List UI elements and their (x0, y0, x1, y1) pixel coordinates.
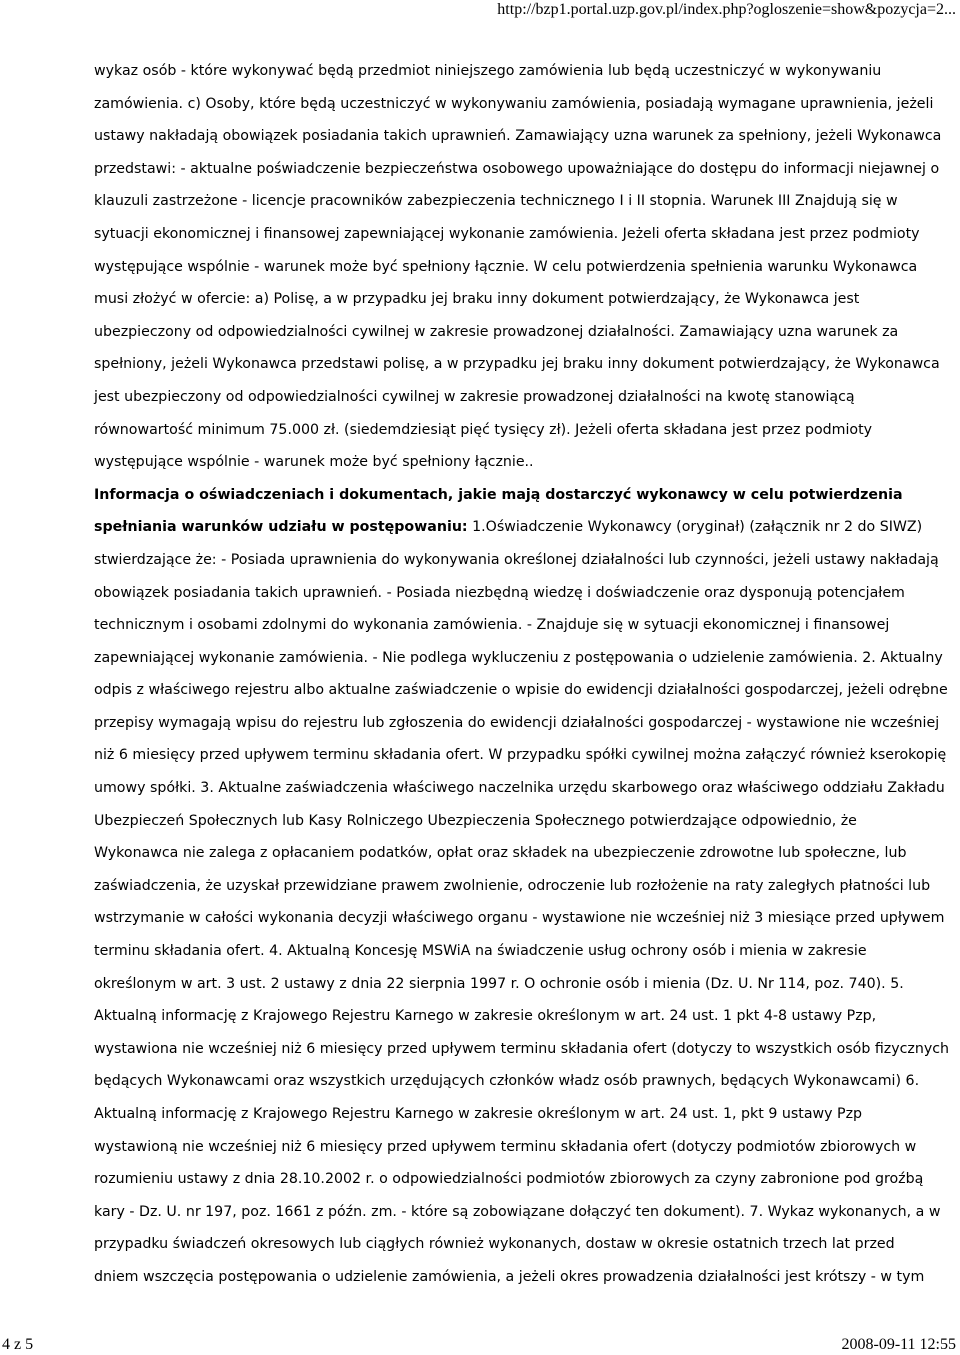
body-line: ustawy nakładają obowiązek posiadania takich uprawnień. Zamawiający uzna warunek za spełniony, jeżeli Wykonawca (94, 128, 942, 145)
page-number: 4 z 5 (2, 1336, 34, 1353)
body-line: przepisy wymagają wpisu do rejestru lub zgłoszenia do ewidencji działalności gospodarczej - wystawione nie wcześniej (94, 714, 940, 731)
section-heading-line (94, 479, 946, 512)
body-line: Ubezpieczeń Społecznych lub Kasy Rolniczego Ubezpieczenia Społecznego potwierdzające odpowiednio, że (94, 812, 857, 829)
body-text: 1.Oświadczenie Wykonawcy (oryginał) (załącznik nr 2 do SIWZ) (467, 519, 923, 536)
body-line: będących Wykonawcami oraz wszystkich urzędujących członków władz osób prawnych, będących Wykonawcami) 6. (94, 1073, 920, 1090)
body-line: umowy spółki. 3. Aktualne zaświadczenia właściwego naczelnika urzędu skarbowego oraz właściwego oddziału Zakładu (94, 780, 945, 797)
body-line: równowartość minimum 75.000 zł. (siedemdziesiąt pięć tysięcy zł). Jeżeli oferta składana jest przez podmioty (94, 421, 873, 438)
body-line: niż 6 miesięcy przed upływem terminu składania ofert. W przypadku spółki cywilnej można załączyć również kserokopię (94, 747, 947, 764)
body-line: wystawiona nie wcześniej niż 6 miesięcy przed upływem terminu składania ofert (dotyczy to wszystkich osób fizycznych (94, 1040, 950, 1057)
body-line: spełniony, jeżeli Wykonawca przedstawi polisę, a w przypadku jej braku inny dokument potwierdzający, że Wykonawca (94, 356, 940, 373)
body-line: przypadku świadczeń okresowych lub ciągłych również wykonanych, dostaw w okresie ostatnich trzech lat przed (94, 1236, 895, 1253)
section-heading-line (94, 511, 946, 544)
body-line: zaświadczenia, że uzyskał przewidziane prawem zwolnienie, odroczenie lub rozłożenie na raty zaległych płatności lub (94, 877, 931, 894)
body-line: kary - Dz. U. nr 197, poz. 1661 z późn. zm. - które są zobowiązane dołączyć ten dokument). 7. Wykaz wykonanych, a w (94, 1203, 941, 1220)
body-line: jest ubezpieczony od odpowiedzialności cywilnej w zakresie prowadzonej działalności na kwotę stanowiącą (94, 388, 855, 405)
body-line: Wykonawca nie zalega z opłacaniem podatków, opłat oraz składek na ubezpieczenie zdrowotne lub społeczne, lub (94, 845, 907, 862)
body-line: stwierdzające że: - Posiada uprawnienia do wykonywania określonej działalności lub czynności, jeżeli ustawy nakładają (94, 551, 939, 568)
body-line: przedstawi: - aktualne poświadczenie bezpieczeństwa osobowego upoważniające do dostępu do informacji niejawnej o (94, 160, 940, 177)
body-line: technicznym i osobami zdolnymi do wykonania zamówienia. - Znajduje się w sytuacji ekonomicznej i finansowej (94, 617, 890, 634)
body-line: klauzuli zastrzeżone - licencje pracowników zabezpieczenia technicznego I i II stopnia. Warunek III Znajdują się w (94, 193, 898, 210)
section-heading: Informacja o oświadczeniach i dokumentach, jakie mają dostarczyć wykonawcy w celu potwierdzenia (94, 486, 903, 503)
body-line: występujące wspólnie - warunek może być spełniony łącznie.. (94, 454, 534, 471)
body-line: wykaz osób - które wykonywać będą przedmiot niniejszego zamówienia lub będą uczestniczyć w wykonywaniu (94, 63, 882, 79)
body-line: określonym w art. 3 ust. 2 ustawy z dnia 22 sierpnia 1997 r. O ochronie osób i mienia (Dz. U. Nr 114, poz. 740). 5. (94, 975, 904, 992)
body-line: sytuacji ekonomicznej i finansowej zapewniającej wykonanie zamówienia. Jeżeli oferta składana jest przez podmioty (94, 225, 920, 242)
body-line: dniem wszczęcia postępowania o udzielenie zamówienia, a jeżeli okres prowadzenia działalności jest krótszy - w tym (94, 1268, 925, 1285)
body-line: wystawioną nie wcześniej niż 6 miesięcy przed upływem terminu składania ofert (dotyczy podmiotów zbiorowych w (94, 1138, 917, 1155)
body-line: zapewniającej wykonanie zamówienia. - Nie podlega wykluczeniu z postępowania o udzielenie zamówienia. 2. Aktualny (94, 649, 943, 666)
body-line: zamówienia. c) Osoby, które będą uczestniczyć w wykonywaniu zamówienia, posiadają wymagane uprawnienia, jeżeli (94, 95, 934, 112)
body-line: Aktualną informację z Krajowego Rejestru Karnego w zakresie określonym w art. 24 ust. 1, pkt 9 ustawy Pzp (94, 1106, 863, 1122)
body-line: terminu składania ofert. 4. Aktualną Koncesję MSWiA na świadczenie usług ochrony osób i mienia w zakresie (94, 943, 867, 960)
body-line: występujące wspólnie - warunek może być spełniony łącznie. W celu potwierdzenia spełnienia warunku Wykonawca (94, 258, 918, 275)
body-line: obowiązek posiadania takich uprawnień. - Posiada niezbędną wiedzę i doświadczenie oraz dysponują potencjałem (94, 584, 905, 601)
body-line: wstrzymanie w całości wykonania decyzji właściwego organu - wystawione nie wcześniej niż 3 miesiące przed upływem (94, 910, 945, 927)
body-line: Aktualną informację z Krajowego Rejestru Karnego w zakresie określonym w art. 24 ust. 1 pkt 4-8 ustawy Pzp, (94, 1008, 877, 1025)
body-line: musi złożyć w ofercie: a) Polisę, a w przypadku jej braku inny dokument potwierdzający, że Wykonawca jest (94, 291, 860, 308)
section-heading-continued: spełniania warunków udziału w postępowaniu: (94, 519, 468, 536)
body-line: odpis z właściwego rejestru albo aktualne zaświadczenie o wpisie do ewidencji działalności gospodarczej, jeżeli odrębne (94, 682, 948, 699)
body-line: rozumieniu ustawy z dnia 28.10.2002 r. o odpowiedzialności podmiotów zbiorowych za czyny zabronione pod groźbą (94, 1171, 924, 1188)
print-datetime: 2008-09-11 12:55 (841, 1336, 956, 1353)
body-line: ubezpieczony od odpowiedzialności cywilnej w zakresie prowadzonej działalności. Zamawiający uzna warunek za (94, 323, 899, 340)
document-body (94, 55, 950, 1294)
print-header-url: http://bzp1.portal.uzp.gov.pl/index.php?ogloszenie=show&pozycja=2... (497, 1, 956, 18)
